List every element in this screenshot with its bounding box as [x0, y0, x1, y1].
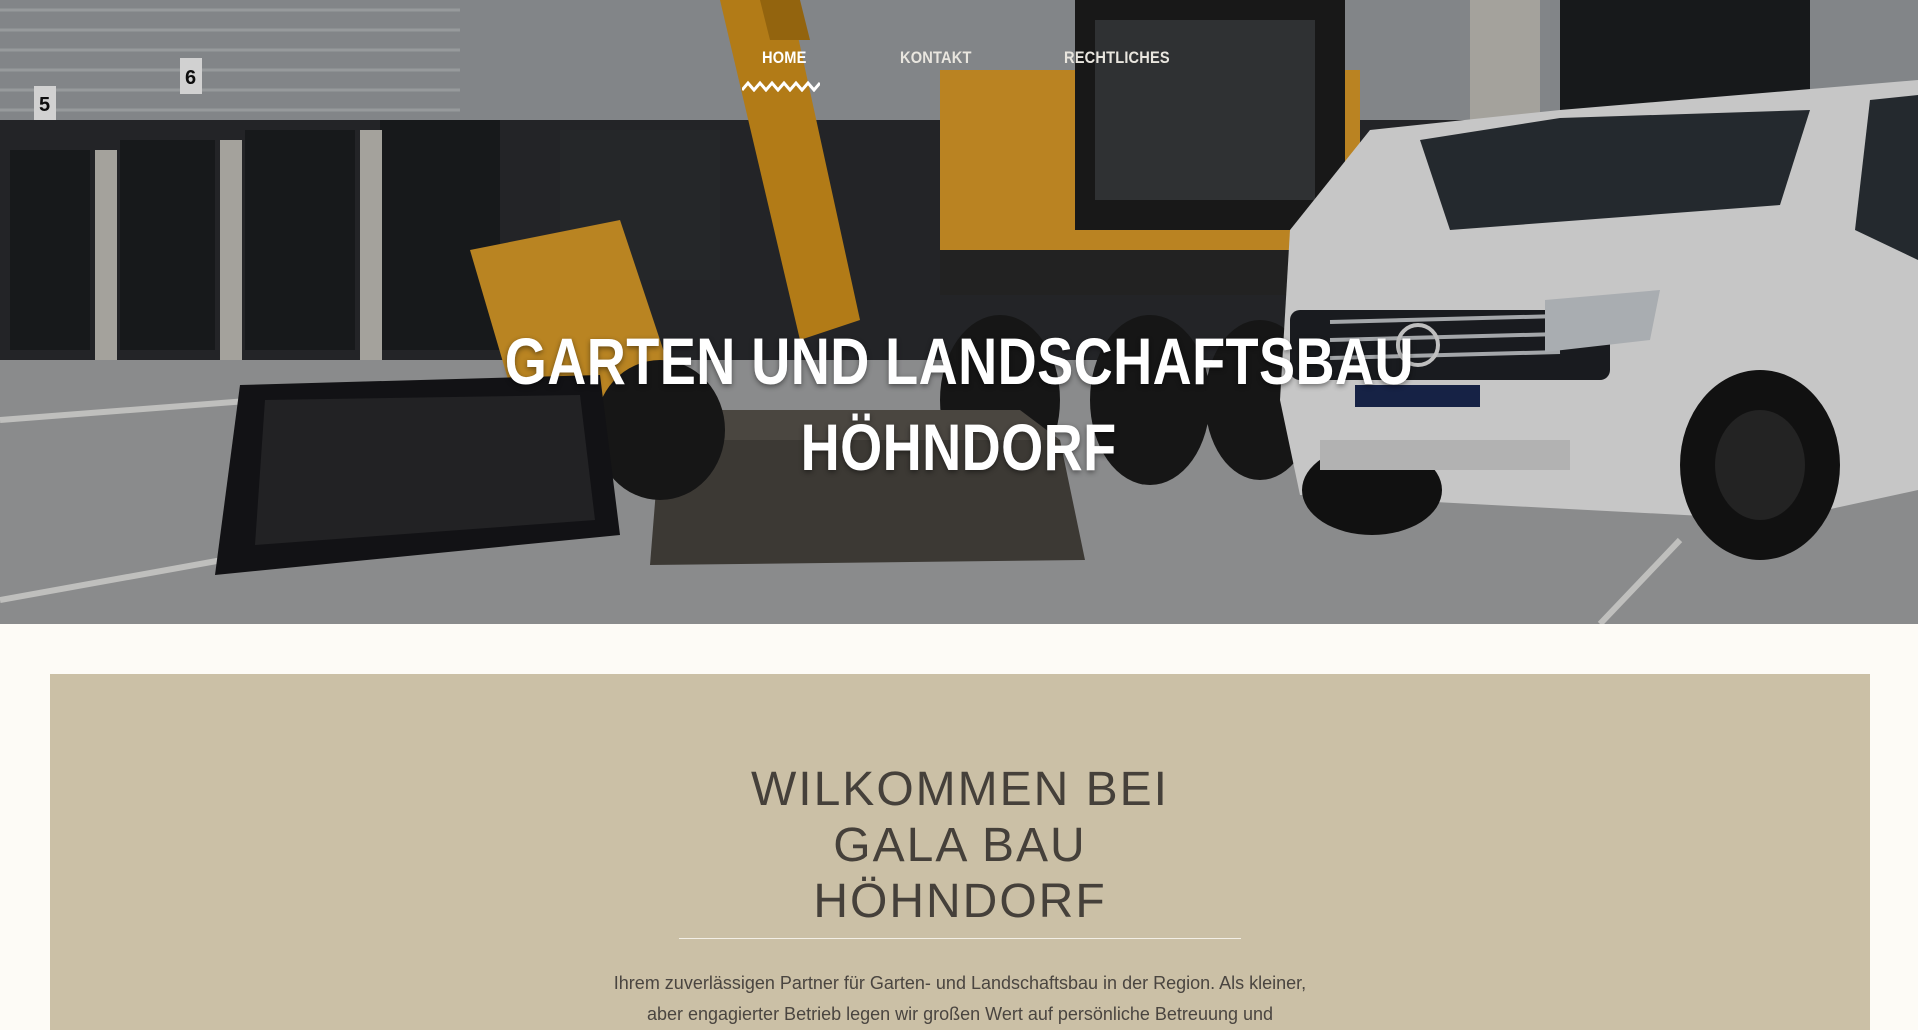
welcome-section — [50, 674, 1870, 1030]
nav-item-home[interactable]: HOME — [762, 48, 807, 67]
welcome-title-line-1: WILKOMMEN BEI — [750, 763, 1170, 816]
welcome-text-line-2: aber engagierter Betrieb legen wir großen Wert auf persönliche Betreuung und — [646, 1004, 1274, 1024]
welcome-paragraph — [50, 968, 1870, 1030]
welcome-title — [50, 762, 1870, 930]
nav-item-rechtliches[interactable]: RECHTLICHES — [1064, 48, 1170, 67]
hero-title-line-1: GARTEN UND LANDSCHAFTSBAU — [504, 324, 1414, 398]
welcome-divider — [679, 938, 1241, 939]
nav-item-kontakt[interactable]: KONTAKT — [900, 48, 972, 67]
main-navigation — [0, 48, 1918, 98]
welcome-title-line-3: HÖHNDORF — [813, 875, 1107, 928]
active-nav-zigzag-icon — [742, 80, 820, 92]
hero-title — [0, 318, 1918, 490]
svg-text:6: 6 — [185, 67, 197, 89]
svg-text:5: 5 — [39, 94, 51, 116]
hero-title-line-2: HÖHNDORF — [801, 410, 1117, 484]
welcome-text-line-1: Ihrem zuverlässigen Partner für Garten- und Landschaftsbau in der Region. Als kleiner, — [613, 973, 1307, 993]
welcome-title-line-2: GALA BAU — [833, 819, 1087, 872]
